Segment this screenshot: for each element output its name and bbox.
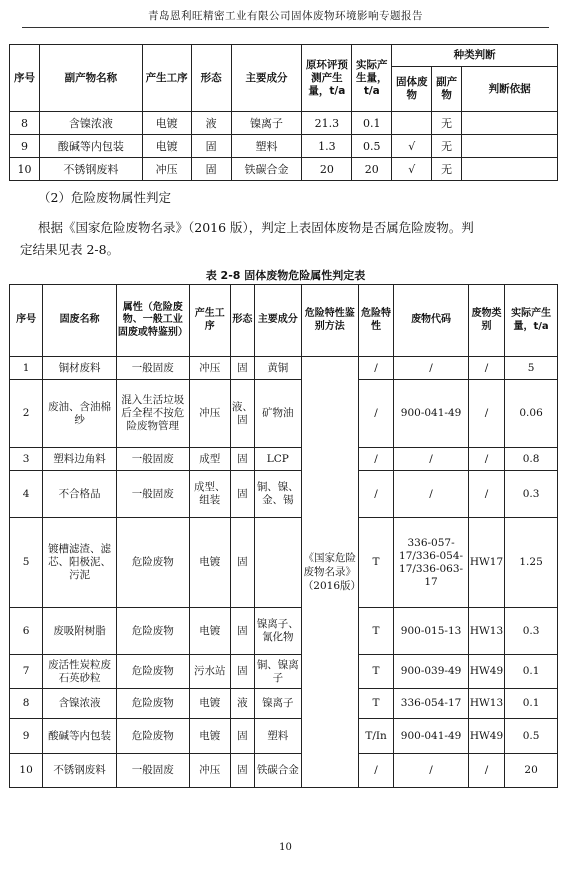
cell-hazard: T	[358, 608, 393, 655]
cell-component: 矿物油	[254, 380, 301, 448]
cell-form: 固	[230, 357, 254, 380]
cell-actual: 0.1	[352, 112, 392, 135]
cell-amount: 0.3	[505, 608, 558, 655]
cell-name: 酸碱等内包装	[39, 135, 142, 158]
col-hazard: 危险特性	[358, 285, 393, 357]
cell-attribute: 一般固废	[116, 754, 189, 788]
cell-attribute: 危险废物	[116, 518, 189, 608]
table-row	[10, 448, 558, 471]
col-form: 形态	[230, 285, 254, 357]
col-form: 形态	[191, 45, 231, 112]
cell-component: 塑料	[254, 719, 301, 754]
cell-form: 液	[191, 112, 231, 135]
cell-code: 336-057-17/336-054-17/336-063-17	[394, 518, 469, 608]
cell-seq: 4	[10, 471, 43, 518]
table-row	[10, 158, 558, 181]
table-row	[10, 689, 558, 719]
cell-component: 铜、镍离子	[254, 655, 301, 689]
cell-form: 固	[230, 719, 254, 754]
col-predicted: 原环评预测产生量，t/a	[302, 45, 352, 112]
cell-category: /	[468, 380, 504, 448]
cell-component: 镍离子、氰化物	[254, 608, 301, 655]
cell-basis	[462, 112, 558, 135]
table-caption: 表 2-8 固体废物危险属性判定表	[205, 269, 366, 282]
col-basis: 判断依据	[462, 67, 558, 112]
cell-hazard: /	[358, 448, 393, 471]
report-header: 青岛恩利旺精密工业有限公司固体废物环境影响专题报告	[148, 10, 423, 22]
cell-actual: 0.5	[352, 135, 392, 158]
cell-attribute: 一般固废	[116, 448, 189, 471]
cell-process: 冲压	[189, 380, 230, 448]
cell-amount: 5	[505, 357, 558, 380]
cell-category: /	[468, 357, 504, 380]
byproduct-judgement-table	[9, 44, 558, 181]
col-name: 副产物名称	[39, 45, 142, 112]
cell-category: /	[468, 471, 504, 518]
cell-form: 液	[230, 689, 254, 719]
cell-seq: 6	[10, 608, 43, 655]
cell-component	[254, 518, 301, 608]
cell-predicted: 21.3	[302, 112, 352, 135]
cell-seq: 1	[10, 357, 43, 380]
col-component: 主要成分	[254, 285, 301, 357]
col-process: 产生工序	[142, 45, 191, 112]
table-row	[10, 608, 558, 655]
cell-attribute: 危险废物	[116, 689, 189, 719]
table-row	[10, 471, 558, 518]
col-amount: 实际产生量，t/a	[505, 285, 558, 357]
cell-code: /	[394, 754, 469, 788]
col-attribute: 属性（危险废物、一般工业固废或特鉴别）	[116, 285, 189, 357]
cell-form: 固	[230, 754, 254, 788]
table-row	[10, 754, 558, 788]
cell-seq: 3	[10, 448, 43, 471]
cell-amount: 0.5	[505, 719, 558, 754]
col-seq: 序号	[10, 45, 40, 112]
cell-category: HW17	[468, 518, 504, 608]
col-component: 主要成分	[231, 45, 302, 112]
cell-form: 固	[230, 655, 254, 689]
cell-category: HW49	[468, 719, 504, 754]
cell-seq: 5	[10, 518, 43, 608]
table-row	[10, 518, 558, 608]
table-row	[10, 719, 558, 754]
cell-name: 废吸附树脂	[43, 608, 117, 655]
cell-name: 铜材废料	[43, 357, 117, 380]
section-heading: （2）危险废物属性判定	[38, 190, 171, 205]
cell-attribute: 一般固废	[116, 471, 189, 518]
cell-component: 镍离子	[231, 112, 302, 135]
cell-hazard: T	[358, 655, 393, 689]
cell-component: 黄铜	[254, 357, 301, 380]
col-category: 废物类别	[468, 285, 504, 357]
cell-seq: 8	[10, 112, 40, 135]
cell-hazard: /	[358, 380, 393, 448]
cell-hazard: /	[358, 754, 393, 788]
cell-seq: 10	[10, 158, 40, 181]
cell-form: 固	[230, 471, 254, 518]
cell-category: HW49	[468, 655, 504, 689]
cell-seq: 8	[10, 689, 43, 719]
cell-component: 铜、镍、金、锡	[254, 471, 301, 518]
cell-name: 不锈钢废料	[43, 754, 117, 788]
cell-form: 固	[230, 608, 254, 655]
cell-hazard: T	[358, 518, 393, 608]
cell-code: 900-015-13	[394, 608, 469, 655]
col-solid: 固体废物	[392, 67, 432, 112]
col-code: 废物代码	[394, 285, 469, 357]
cell-amount: 0.1	[505, 689, 558, 719]
cell-component: LCP	[254, 448, 301, 471]
cell-process: 冲压	[189, 754, 230, 788]
hazard-attribute-table	[9, 284, 558, 788]
cell-byproduct: 无	[432, 112, 462, 135]
table-row	[10, 357, 558, 380]
cell-basis	[462, 158, 558, 181]
cell-solid: √	[392, 158, 432, 181]
table-row	[10, 112, 558, 135]
cell-basis	[462, 135, 558, 158]
cell-attribute: 危险废物	[116, 608, 189, 655]
cell-seq: 2	[10, 380, 43, 448]
cell-name: 废油、含油棉纱	[43, 380, 117, 448]
cell-form: 固	[230, 518, 254, 608]
cell-form: 液、固	[230, 380, 254, 448]
cell-process: 电镀	[189, 719, 230, 754]
cell-process: 冲压	[189, 357, 230, 380]
cell-process: 电镀	[189, 608, 230, 655]
cell-code: 336-054-17	[394, 689, 469, 719]
cell-process: 成型、组装	[189, 471, 230, 518]
cell-byproduct: 无	[432, 135, 462, 158]
cell-code: /	[394, 357, 469, 380]
paragraph-line-2: 定结果见表 2-8。	[20, 242, 120, 257]
cell-predicted: 1.3	[302, 135, 352, 158]
cell-process: 冲压	[142, 158, 191, 181]
cell-seq: 10	[10, 754, 43, 788]
cell-method: 《国家危险废物名录》（2016版）	[301, 357, 358, 788]
cell-name: 酸碱等内包装	[43, 719, 117, 754]
cell-form: 固	[191, 158, 231, 181]
cell-name: 塑料边角料	[43, 448, 117, 471]
cell-code: /	[394, 471, 469, 518]
cell-component: 塑料	[231, 135, 302, 158]
cell-form: 固	[191, 135, 231, 158]
header-divider	[22, 27, 549, 28]
col-seq: 序号	[10, 285, 43, 357]
cell-process: 电镀	[189, 518, 230, 608]
cell-code: 900-041-49	[394, 719, 469, 754]
col-actual: 实际产生量，t/a	[352, 45, 392, 112]
cell-component: 铁碳合金	[231, 158, 302, 181]
cell-byproduct: 无	[432, 158, 462, 181]
cell-category: HW13	[468, 608, 504, 655]
cell-category: /	[468, 754, 504, 788]
cell-name: 废活性炭粒废石英砂粒	[43, 655, 117, 689]
cell-hazard: /	[358, 357, 393, 380]
cell-category: HW13	[468, 689, 504, 719]
cell-name: 含镍浓液	[39, 112, 142, 135]
cell-component: 镍离子	[254, 689, 301, 719]
cell-code: 900-039-49	[394, 655, 469, 689]
cell-attribute: 危险废物	[116, 655, 189, 689]
cell-name: 镀槽滤渣、滤芯、阳极泥、污泥	[43, 518, 117, 608]
col-name: 固废名称	[43, 285, 117, 357]
table-row	[10, 380, 558, 448]
cell-seq: 9	[10, 135, 40, 158]
col-method: 危险特性鉴别方法	[301, 285, 358, 357]
cell-process: 污水站	[189, 655, 230, 689]
cell-code: /	[394, 448, 469, 471]
cell-process: 成型	[189, 448, 230, 471]
cell-category: /	[468, 448, 504, 471]
col-byproduct: 副产物	[432, 67, 462, 112]
page-number: 10	[279, 842, 292, 853]
cell-component: 铁碳合金	[254, 754, 301, 788]
cell-name: 含镍浓液	[43, 689, 117, 719]
cell-amount: 0.06	[505, 380, 558, 448]
paragraph-line-1: 根据《国家危险废物名录》（2016 版），判定上表固体废物是否属危险废物。判	[38, 220, 474, 235]
cell-process: 电镀	[189, 689, 230, 719]
cell-solid	[392, 112, 432, 135]
cell-hazard: T/In	[358, 719, 393, 754]
cell-name: 不合格品	[43, 471, 117, 518]
cell-amount: 0.3	[505, 471, 558, 518]
col-judge-group: 种类判断	[392, 45, 558, 67]
table-row	[10, 135, 558, 158]
cell-code: 900-041-49	[394, 380, 469, 448]
cell-hazard: /	[358, 471, 393, 518]
cell-attribute: 一般固废	[116, 357, 189, 380]
cell-amount: 0.8	[505, 448, 558, 471]
cell-process: 电镀	[142, 135, 191, 158]
cell-predicted: 20	[302, 158, 352, 181]
cell-form: 固	[230, 448, 254, 471]
cell-attribute: 混入生活垃圾后全程不按危险废物管理	[116, 380, 189, 448]
col-process: 产生工序	[189, 285, 230, 357]
cell-actual: 20	[352, 158, 392, 181]
cell-seq: 7	[10, 655, 43, 689]
cell-name: 不锈钢废料	[39, 158, 142, 181]
cell-process: 电镀	[142, 112, 191, 135]
cell-amount: 20	[505, 754, 558, 788]
cell-amount: 0.1	[505, 655, 558, 689]
cell-seq: 9	[10, 719, 43, 754]
cell-solid: √	[392, 135, 432, 158]
cell-hazard: T	[358, 689, 393, 719]
cell-amount: 1.25	[505, 518, 558, 608]
cell-attribute: 危险废物	[116, 719, 189, 754]
table-row	[10, 655, 558, 689]
